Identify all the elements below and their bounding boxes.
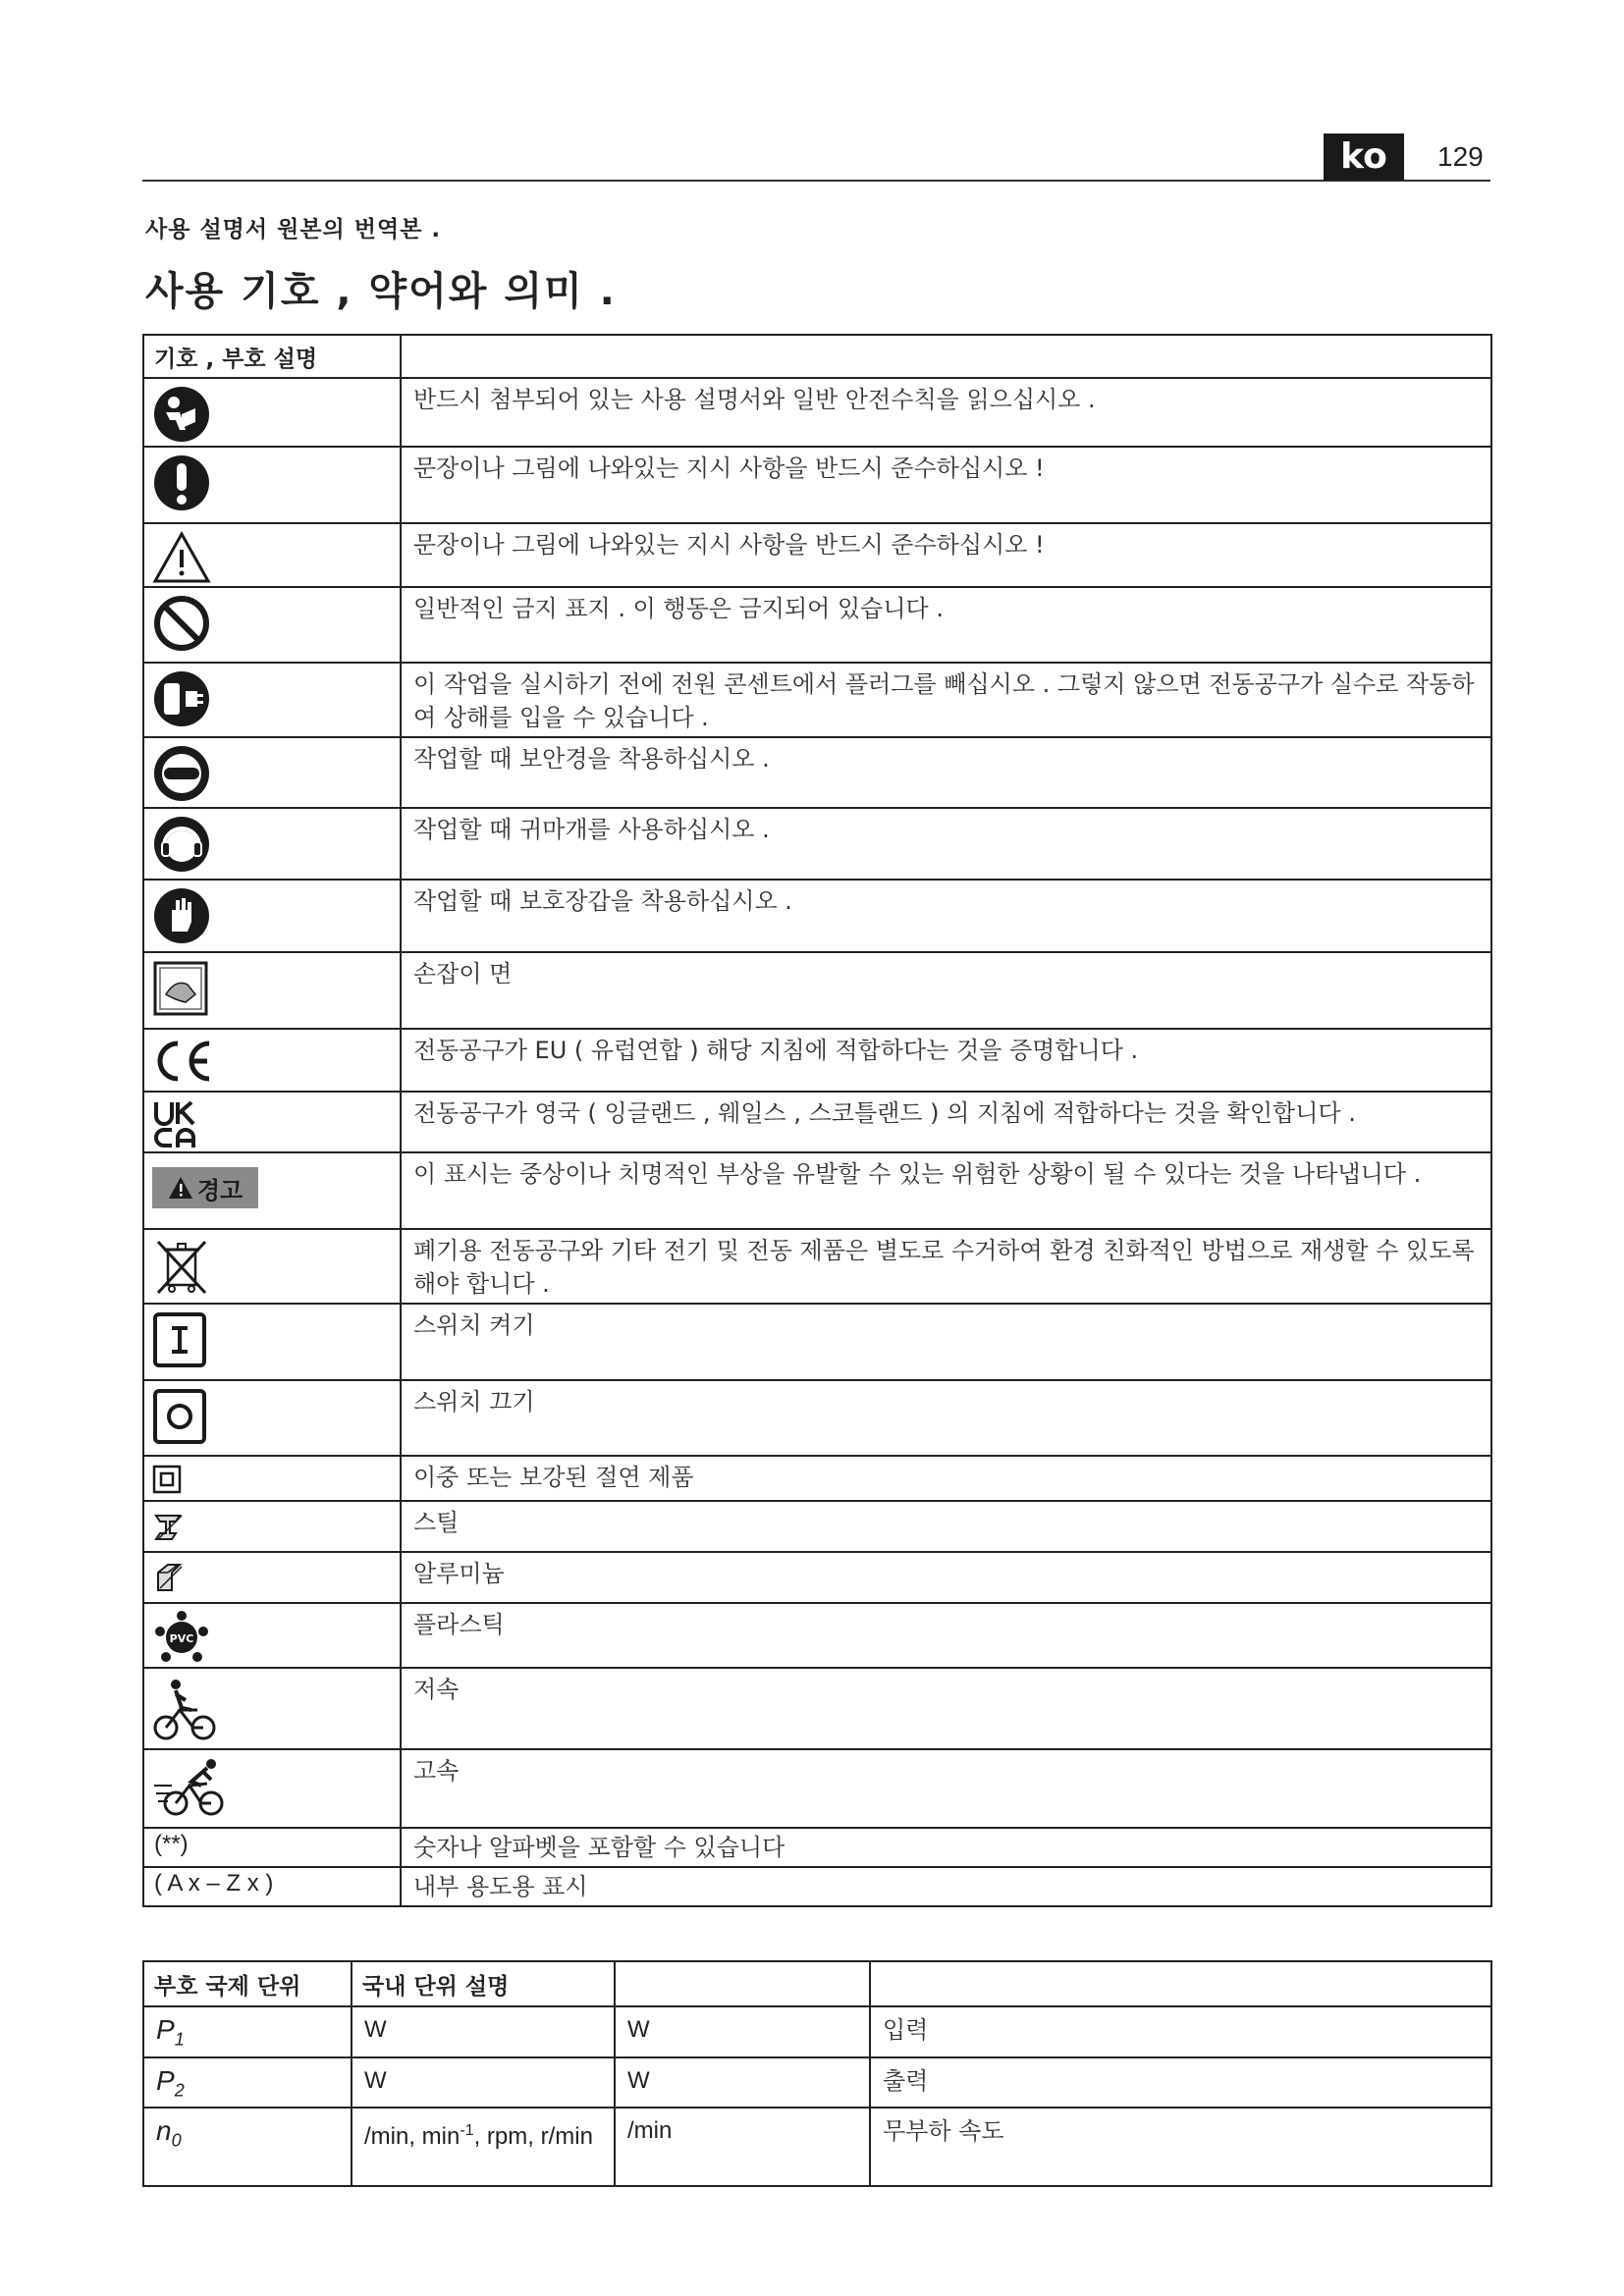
description-cell [401,1152,1491,1229]
unit-intl [352,2108,615,2186]
unit-intl: W [352,2006,615,2057]
description-cell [401,1749,1491,1828]
description-cell [401,663,1491,737]
language-badge: ko [1324,133,1404,181]
symbol-cell [143,1152,401,1229]
description-cell [401,1668,1491,1749]
symbol-description: 이중 또는 보강된 절연 제품 [413,1464,694,1491]
high-speed-bike-icon [152,1756,227,1819]
low-speed-bike-icon [152,1675,217,1743]
symbol-description: 반드시 첨부되어 있는 사용 설명서와 일반 안전수칙을 읽으십시오 . [413,386,1096,413]
symbol-code: (**) [154,1831,189,1857]
table-row [143,447,1491,523]
symbol-description: 저속 [413,1676,460,1703]
symbols-table-header-empty [401,335,1491,378]
description-cell [401,587,1491,663]
symbol-description: 내부 용도용 표시 [413,1873,588,1900]
symbol-cell [143,1828,401,1867]
symbol-description: 플라스틱 [413,1611,505,1638]
table-row [143,1867,1491,1906]
steel-icon [152,1510,188,1545]
table-row [143,1029,1491,1092]
table-row [143,2006,1491,2057]
table-row [143,1552,1491,1603]
units-header-local-desc: 국내 단위 설명 [352,1961,615,2006]
symbol-cell [143,1304,401,1380]
table-row [143,1456,1491,1501]
symbol-description: 전동공구가 영국 ( 잉글랜드 , 웨일스 , 스코틀랜드 ) 의 지침에 적합하다는 것을 확인합니다 . [413,1099,1356,1127]
unit-symbol-letter: P [156,2064,175,2096]
table-row [143,1749,1491,1828]
table-row [143,378,1491,447]
switch-on-icon [152,1310,207,1369]
description-cell [401,1229,1491,1304]
table-row [143,1501,1491,1552]
symbol-cell [143,378,401,447]
table-row [143,952,1491,1029]
document-subtitle: 사용 설명서 원본의 번역본 . [145,217,442,242]
symbol-cell [143,1380,401,1456]
pvc-label: PVC [169,1632,194,1645]
grip-surface-icon [152,959,209,1018]
unit-symbol-letter: n [156,2115,172,2147]
warning-triangle-icon [152,530,211,585]
table-row [143,523,1491,587]
table-row [143,1304,1491,1380]
symbol-cell [143,880,401,952]
symbol-cell [143,663,401,737]
page-number: 129 [1437,141,1484,172]
symbol-cell [143,808,401,880]
symbol-description: 이 표시는 중상이나 치명적인 부상을 유발할 수 있는 위험한 상황이 될 수 있다는 것을 나타냅니다 . [413,1160,1422,1188]
table-row [143,880,1491,952]
unit-symbol [143,2108,352,2186]
description-cell [401,1552,1491,1603]
symbol-cell [143,1603,401,1668]
unit-intl-text: , rpm, r/min [473,2123,593,2151]
unit-symbol-letter: P [156,2014,175,2045]
header-rule [142,180,1490,182]
unit-intl-text: /min, min [364,2123,460,2151]
warning-label-icon [152,1167,258,1208]
symbol-cell [143,737,401,808]
prohibition-icon [152,594,211,653]
unit-local: W [615,2057,870,2109]
mandatory-exclamation-icon [152,454,211,512]
symbol-code: ( A x – Z x ) [154,1870,274,1896]
symbol-description: 고속 [413,1757,460,1785]
table-row [143,737,1491,808]
description-cell [401,737,1491,808]
unit-description: 입력 [870,2006,1491,2057]
unit-symbol-subscript: 2 [174,2080,185,2101]
symbols-table-header-row [143,335,1491,378]
description-cell [401,523,1491,587]
symbol-cell [143,1456,401,1501]
symbol-cell [143,1867,401,1906]
symbol-cell [143,447,401,523]
description-cell [401,1304,1491,1380]
unplug-icon [152,669,211,728]
description-cell [401,1867,1491,1906]
symbol-cell [143,523,401,587]
symbol-cell [143,1552,401,1603]
table-row [143,1092,1491,1152]
symbol-description: 손잡이 면 [413,960,513,988]
warning-triangle-icon [168,1176,193,1200]
unit-intl: W [352,2057,615,2109]
description-cell [401,1501,1491,1552]
read-manual-icon [152,385,211,444]
plastic-pvc-icon [152,1610,211,1665]
symbol-description: 폐기용 전동공구와 기타 전기 및 전동 제품은 별도로 수거하여 환경 친화적인 방법으로 재생할 수 있도록 해야 합니다 . [413,1237,1475,1298]
safety-goggles-icon [152,744,211,803]
table-row [143,1152,1491,1229]
unit-symbol-subscript: 1 [174,2029,185,2050]
symbols-table-header: 기호 , 부호 설명 [143,335,401,378]
symbol-cell [143,1668,401,1749]
unit-description: 출력 [870,2057,1491,2109]
symbol-description: 알루미늄 [413,1560,505,1587]
symbol-cell [143,1092,401,1152]
ear-protection-icon [152,815,211,874]
symbol-description: 작업할 때 보호장갑을 착용하십시오 . [413,887,792,915]
unit-intl-superscript: -1 [460,2122,474,2140]
units-header-symbol-intl: 부호 국제 단위 [143,1961,352,2006]
symbol-description: 스위치 켜기 [413,1311,535,1339]
symbol-cell [143,1501,401,1552]
symbol-description: 작업할 때 귀마개를 사용하십시오 . [413,816,770,843]
symbol-description: 스위치 끄기 [413,1388,535,1415]
table-row [143,1603,1491,1668]
description-cell [401,1828,1491,1867]
page-title: 사용 기호 , 약어와 의미 . [145,269,617,314]
unit-symbol-subscript: 0 [171,2130,182,2151]
weee-bin-icon [152,1236,211,1297]
table-row [143,587,1491,663]
symbol-description: 이 작업을 실시하기 전에 전원 콘센트에서 플러그를 빼십시오 . 그렇지 않으면 전동공구가 실수로 작동하여 상해를 입을 수 있습니다 . [413,670,1475,731]
description-cell [401,808,1491,880]
description-cell [401,378,1491,447]
unit-description: 무부하 속도 [870,2108,1491,2186]
description-cell [401,1456,1491,1501]
table-row [143,808,1491,880]
units-table [142,1960,1492,2187]
warning-label-text: 경고 [196,1176,244,1204]
description-cell [401,1092,1491,1152]
description-cell [401,1029,1491,1092]
symbol-cell [143,1229,401,1304]
unit-symbol [143,2006,352,2057]
unit-symbol [143,2057,352,2109]
table-row [143,1828,1491,1867]
symbol-cell [143,1749,401,1828]
description-cell [401,1380,1491,1456]
symbols-table [142,334,1492,1907]
description-cell [401,952,1491,1029]
unit-local: W [615,2006,870,2057]
table-row [143,1380,1491,1456]
unit-local: /min [615,2108,870,2186]
table-row [143,1668,1491,1749]
table-row [143,2057,1491,2109]
symbol-description: 문장이나 그림에 나와있는 지시 사항을 반드시 준수하십시오 ! [413,454,1045,482]
ce-mark-icon [152,1036,215,1085]
symbol-cell [143,587,401,663]
ukca-mark-icon [152,1098,201,1151]
symbol-description: 전동공구가 EU ( 유럽연합 ) 해당 지침에 적합하다는 것을 증명합니다 . [413,1037,1139,1064]
aluminium-icon [152,1561,188,1596]
symbol-description: 일반적인 금지 표지 . 이 행동은 금지되어 있습니다 . [413,595,944,622]
symbol-description: 문장이나 그림에 나와있는 지시 사항을 반드시 준수하십시오 ! [413,531,1045,559]
double-insulation-icon [152,1465,182,1494]
protective-gloves-icon [152,886,211,945]
description-cell [401,1603,1491,1668]
table-row [143,663,1491,737]
description-cell [401,447,1491,523]
units-header-empty [615,1961,870,2006]
symbol-cell [143,1029,401,1092]
units-header-empty [870,1961,1491,2006]
switch-off-icon [152,1387,207,1446]
table-row [143,1229,1491,1304]
symbol-description: 작업할 때 보안경을 착용하십시오 . [413,745,770,773]
description-cell [401,880,1491,952]
symbol-description: 숫자나 알파벳을 포함할 수 있습니다 [413,1834,785,1861]
units-table-header-row [143,1961,1491,2006]
table-row [143,2108,1491,2186]
symbol-description: 스틸 [413,1509,460,1536]
symbol-cell [143,952,401,1029]
